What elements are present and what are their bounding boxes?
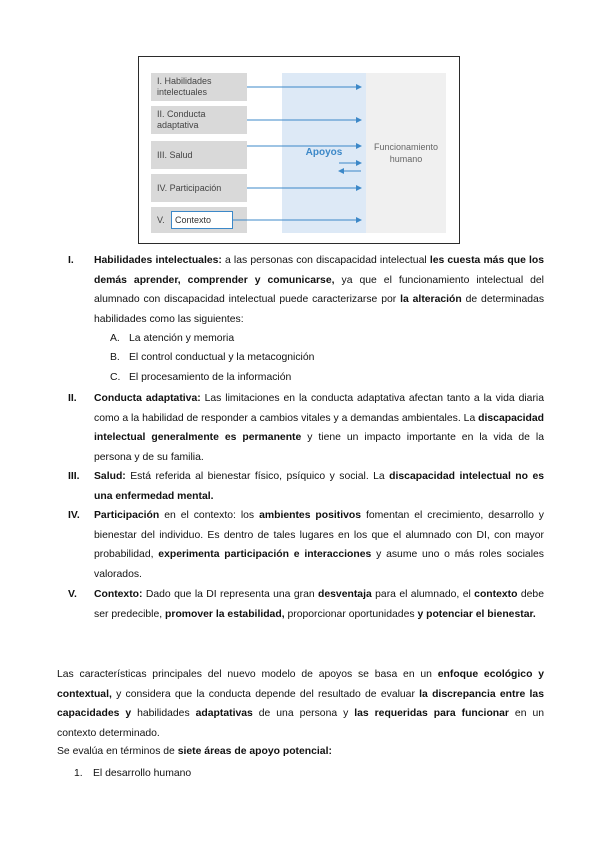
text-run: en el contexto: los xyxy=(159,510,260,521)
item-I-text xyxy=(94,251,544,329)
support-model-diagram xyxy=(138,56,460,244)
box-participacion: IV. Participación xyxy=(151,174,247,202)
funcionamiento-label: Funcionamiento humano xyxy=(373,142,439,164)
evaluation-line xyxy=(57,742,544,762)
text-run: ya que el funcionamiento intelectual del alumnado con discapacidad intelectual puede caracterizarse por xyxy=(94,274,544,305)
arrows xyxy=(139,57,461,245)
bold-text: discapacidad intelectual generalmente es permanente xyxy=(94,412,544,443)
text-run: debe ser predecible, xyxy=(94,589,544,620)
bold-text: y potenciar el bienestar. xyxy=(417,608,536,620)
bold-text: desventaja xyxy=(318,589,372,600)
text-run: fomentan el crecimiento, desarrollo y bienestar del individuo. Es dentro de tales lugares en los que el alumnado con DI, con mayor probabilidad, xyxy=(94,510,544,560)
item-V: V. Contexto: Dado que la DI representa una gran desventaja para el alumnado, el contexto debe ser predecible, promover la estabilidad, proporcionar oportunidades y potenciar el bienestar. xyxy=(68,585,544,624)
bold-text: les cuesta más que los demás aprender, comprender y comunicarse, xyxy=(94,255,544,286)
item-IV-text xyxy=(94,506,544,584)
box-conducta: II. Conducta adaptativa xyxy=(151,106,247,134)
bold-text: adaptativas xyxy=(195,708,253,719)
text-run: Las características principales del nuevo modelo de apoyos se basa en un xyxy=(57,669,438,680)
text-run: a las personas con discapacidad intelectual xyxy=(221,255,430,266)
bold-text: contexto xyxy=(474,589,518,600)
bold-text: enfoque ecológico y contextual, xyxy=(57,669,544,700)
bold-text: Contexto: xyxy=(94,589,143,600)
sublist-A: A. La atención y memoria xyxy=(110,333,235,344)
bold-text: Salud: xyxy=(94,471,126,482)
box-contexto: V. xyxy=(151,207,247,233)
bold-text: promover la estabilidad, xyxy=(165,608,285,620)
item-II: II. Conducta adaptativa: Las limitaciones en la conducta adaptativa afectan tanto a la vida diaria como a la habilidad de responder a cambios vitales y a demandas ambientales. La discapacidad intelectual generalmente es permanente y tiene un impacto importante en la vida de la persona y de su familia. xyxy=(68,389,544,467)
box-habilidades: I. Habilidades intelectuales xyxy=(151,73,247,101)
numbered-item-1: 1. El desarrollo humano xyxy=(74,768,192,779)
text-run: proporcionar oportunidades xyxy=(284,608,418,620)
item-I: I. Habilidades intelectuales: a las personas con discapacidad intelectual les cuesta más que los demás aprender, comprender y comunicarse, ya que el funcionamiento intelectual del alumnado con discapacidad intelectual puede caracterizarse por la alteración de determinadas habilidades como las siguientes: xyxy=(68,251,544,329)
text-run: y tiene un impacto importante en la vida de la persona y de su familia. xyxy=(94,432,544,463)
text-run: para el alumnado, el xyxy=(371,589,475,600)
model-paragraph xyxy=(57,665,544,743)
text-run: de determinadas habilidades como las siguientes: xyxy=(94,294,545,325)
text-run: y asume uno o más roles sociales valorados. xyxy=(94,549,544,580)
text-run: de una persona y xyxy=(252,708,355,719)
bold-text: la discrepancia entre las capacidades y xyxy=(57,688,544,719)
text-run: y considera que la conducta depende del resultado de evaluar xyxy=(111,688,420,700)
item-III: III. Salud: Está referida al bienestar físico, psíquico y social. La discapacidad intelectual no es una enfermedad mental. xyxy=(68,467,544,506)
sublist-C: C. El procesamiento de la información xyxy=(110,372,292,383)
text-run: en un contexto determinado. xyxy=(57,708,544,739)
contexto-label: Contexto xyxy=(171,211,233,229)
item-IV: IV. Participación en el contexto: los ambientes positivos fomentan el crecimiento, desarrollo y bienestar del individuo. Es dentro de tales lugares en los que el alumnado con DI, con mayor probabilidad, experimenta participación e interacciones y asume uno o más roles sociales valorados. xyxy=(68,506,544,584)
bold-text: discapacidad intelectual no es una enfermedad mental. xyxy=(94,471,544,502)
text-run: Dado que la DI representa una gran xyxy=(142,589,319,600)
bold-text: las requeridas para funcionar xyxy=(354,708,509,719)
text-run: Las limitaciones en la conducta adaptativa afectan tanto a la vida diaria como a la habilidad de responder a cambios vitales y a demandas ambientales. La xyxy=(94,393,544,424)
item-V-text xyxy=(94,585,544,624)
bold-text: experimenta participación e interacciones xyxy=(158,549,372,560)
bold-text: Conducta adaptativa: xyxy=(94,393,201,404)
text-run: Está referida al bienestar físico, psíquico y social. La xyxy=(125,471,390,482)
bold-text: Habilidades intelectuales: xyxy=(94,255,222,266)
bold-text: la alteración xyxy=(400,294,462,305)
apoyos-label: Apoyos xyxy=(305,147,343,158)
sublist-B: B. El control conductual y la metacognición xyxy=(110,352,315,363)
text-run: Se evalúa en términos de xyxy=(57,746,178,757)
box-salud: III. Salud xyxy=(151,141,247,169)
item-II-text xyxy=(94,389,544,467)
bold-text: Participación xyxy=(94,510,160,521)
text-run: habilidades xyxy=(131,708,196,719)
bold-text: ambientes positivos xyxy=(259,510,362,521)
item-III-text xyxy=(94,467,544,506)
bold-text: siete áreas de apoyo potencial: xyxy=(177,746,332,757)
